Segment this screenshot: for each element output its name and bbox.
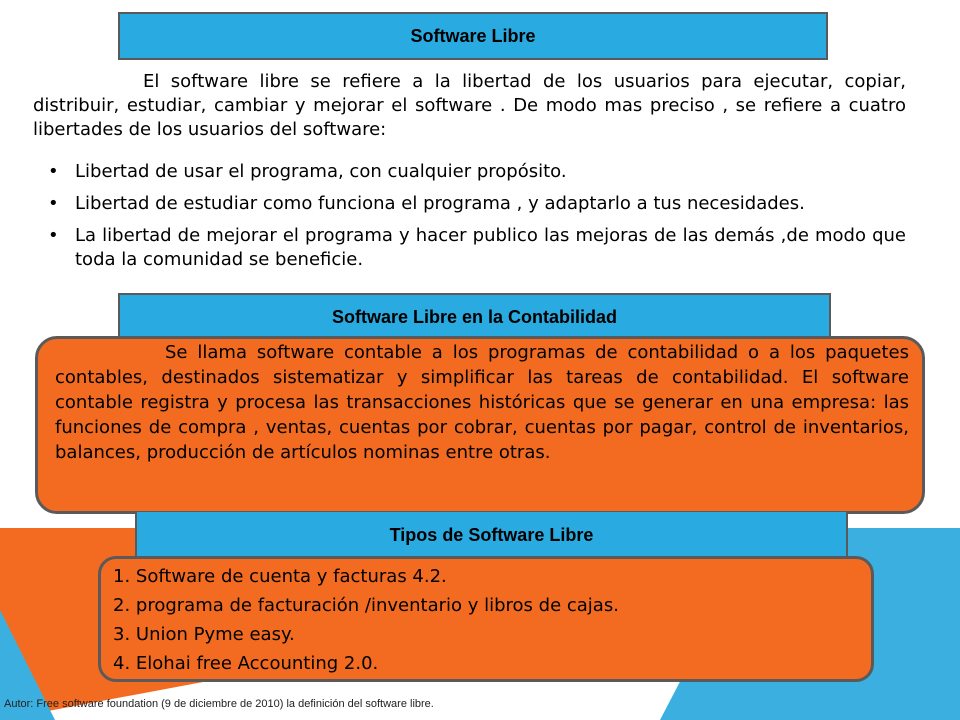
bullet-icon: • [48,193,59,214]
tipos-title: Tipos de Software Libre [389,525,594,545]
list-item: 1. Software de cuenta y facturas 4.2. [113,566,447,587]
list-item [48,192,906,216]
list-item: 3. Union Pyme easy. [113,624,295,645]
contabilidad-paragraph: Se llama software contable a los programas de contabilidad o a los paquetes contables, destinados sistematizar y simplificar las tareas de contabilidad. El software contable registra y procesa las transacciones históricas que se generar en una empresa: las funciones de compra , ventas, cuentas por cobrar, cuentas por pagar, control de inventarios, balances, producción de artículos nominas entre otras. [55,342,909,463]
bullet-icon: • [48,161,59,182]
intro-paragraph: El software libre se refiere a la libertad de los usuarios para ejecutar, copiar, distribuir, estudiar, cambiar y mejorar el software . De modo mas preciso , se refiere a cuatro libertades de los usuarios del software: [33,71,906,140]
freedoms-list [48,160,906,280]
list-item-text: La libertad de mejorar el programa y hacer publico las mejoras de las demás ,de modo que toda la comunidad se beneficie. [75,225,906,270]
contabilidad-title: Software Libre en la Contabilidad [331,307,618,327]
software-libre-intro [33,70,906,142]
tipos-list [113,562,863,678]
list-item: 4. Elohai free Accounting 2.0. [113,653,379,674]
tipos-header [135,512,848,562]
list-item [48,160,906,184]
list-item-text: Libertad de usar el programa, con cualquier propósito. [75,161,567,182]
list-item-text: Libertad de estudiar como funciona el programa , y adaptarlo a tus necesidades. [75,193,805,214]
software-libre-header [118,12,828,60]
author-footer: Autor: Free software foundation (9 de diciembre de 2010) la definición del software libre. [4,698,434,710]
list-item: 2. programa de facturación /inventario y libros de cajas. [113,595,619,616]
list-item [48,224,906,272]
contabilidad-description [55,340,909,465]
bullet-icon: • [48,225,59,246]
software-libre-title: Software Libre [410,26,536,46]
